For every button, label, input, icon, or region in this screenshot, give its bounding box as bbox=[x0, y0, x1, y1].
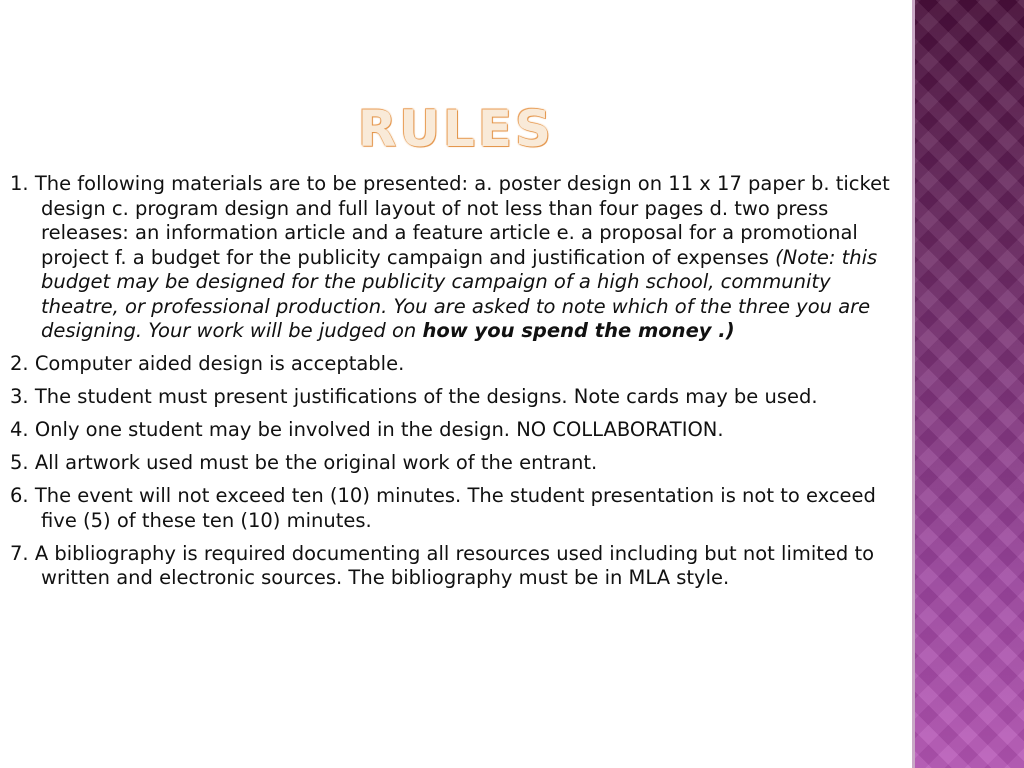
rule-number: 1. bbox=[10, 172, 29, 195]
rule-item-5 bbox=[10, 451, 896, 476]
rule-number: 4. bbox=[10, 418, 29, 441]
rule-text: The following materials are to be presented: a. poster design on 11 x 17 paper b. ticket design c. program design and full layout of not less than four pages d. two press releases: an information article and a feature article e. a proposal for a promotional project f. a budget for the publicity campaign and justification of expenses bbox=[34, 172, 890, 269]
rule-number: 3. bbox=[10, 385, 29, 408]
rule-note: (Note: this budget may be designed for the publicity campaign of a high school, community theatre, or professional production. You are asked to note which of the three you are designing. Your work will be judged on bbox=[41, 245, 878, 342]
rule-item-2 bbox=[10, 352, 896, 377]
rule-item-4 bbox=[10, 418, 896, 443]
rule-number: 2. bbox=[10, 352, 29, 375]
rule-number: 5. bbox=[10, 451, 29, 474]
rules-list bbox=[10, 172, 896, 599]
rule-number: 6. bbox=[10, 484, 29, 507]
decorative-side-panel bbox=[912, 0, 1024, 768]
rule-number: 7. bbox=[10, 541, 29, 565]
rule-text: All artwork used must be the original work of the entrant. bbox=[34, 451, 598, 474]
rule-text: Computer aided design is acceptable. bbox=[34, 352, 405, 375]
rule-item-7 bbox=[10, 542, 896, 591]
rule-item-3 bbox=[10, 385, 896, 410]
rule-text: The student must present justifications of the designs. Note cards may be used. bbox=[34, 385, 818, 408]
rule-text: A bibliography is required documenting all resources used including but not limited to written and electronic sources. The bibliography must be in MLA style. bbox=[34, 541, 875, 589]
slide-title: RULES bbox=[357, 100, 555, 158]
rule-note-bold: how you spend the money .) bbox=[422, 319, 735, 342]
rule-text: The event will not exceed ten (10) minutes. The student presentation is not to exceed five (5) of these ten (10) minutes. bbox=[34, 484, 876, 532]
rule-item-6 bbox=[10, 484, 896, 533]
rule-text: Only one student may be involved in the design. NO COLLABORATION. bbox=[34, 418, 724, 441]
rule-item-1 bbox=[10, 172, 896, 344]
